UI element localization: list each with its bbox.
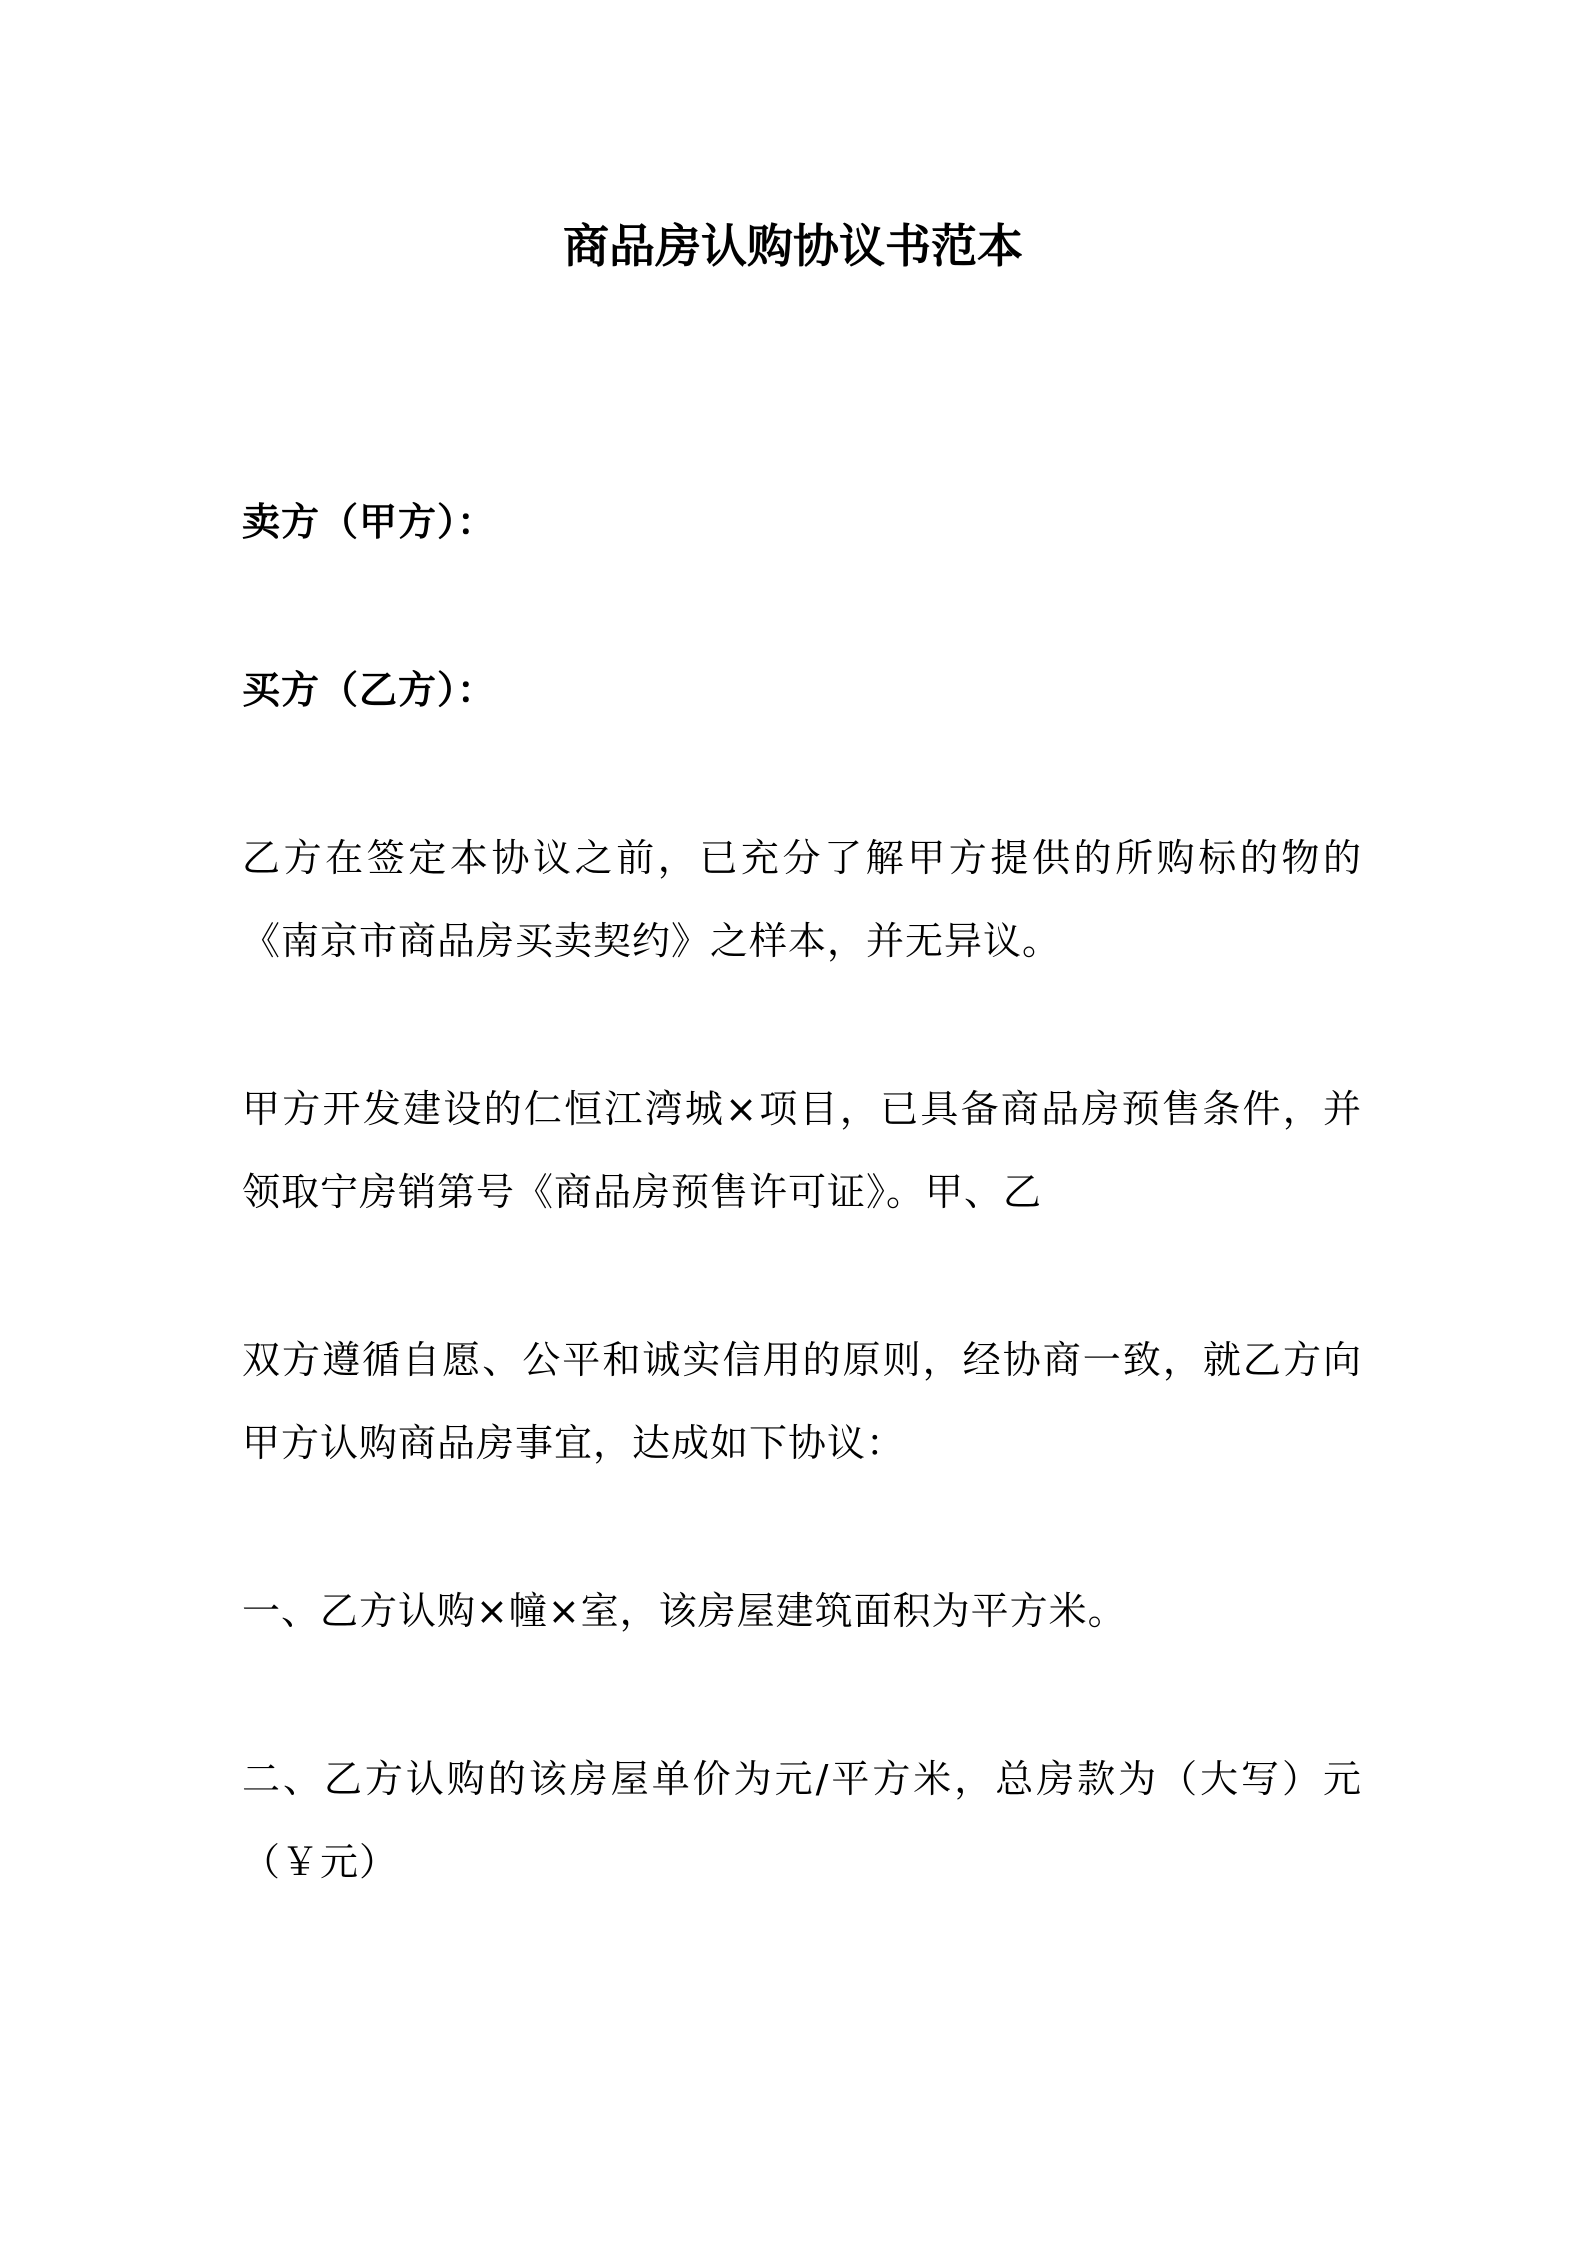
paragraph-2-line-1: 甲方开发建设的仁恒江湾城×项目，已具备商品房预售条件，并 [242,1087,1362,1131]
paragraph-3-line-1: 双方遵循自愿、公平和诚实信用的原则，经协商一致，就乙方向 [242,1338,1362,1382]
buyer-label: 买方（乙方）： [242,668,497,712]
clause-1: 一、乙方认购×幢×室，该房屋建筑面积为平方米。 [242,1589,1127,1633]
paragraph-3-line-2: 甲方认购商品房事宜，达成如下协议： [242,1421,906,1465]
paragraph-1-line-2: 《南京市商品房买卖契约》之样本，并无异议。 [242,919,1062,963]
document-title: 商品房认购协议书范本 [563,219,1023,273]
seller-label: 卖方（甲方）： [242,500,497,544]
clause-2-line-2: （￥元） [242,1840,399,1884]
paragraph-1-line-1: 乙方在签定本协议之前，已充分了解甲方提供的所购标的物的 [242,836,1362,880]
paragraph-2-line-2: 领取宁房销第号《商品房预售许可证》。甲、乙 [242,1170,1043,1214]
clause-2-line-1: 二、乙方认购的该房屋单价为元/平方米，总房款为（大写）元 [242,1757,1362,1801]
